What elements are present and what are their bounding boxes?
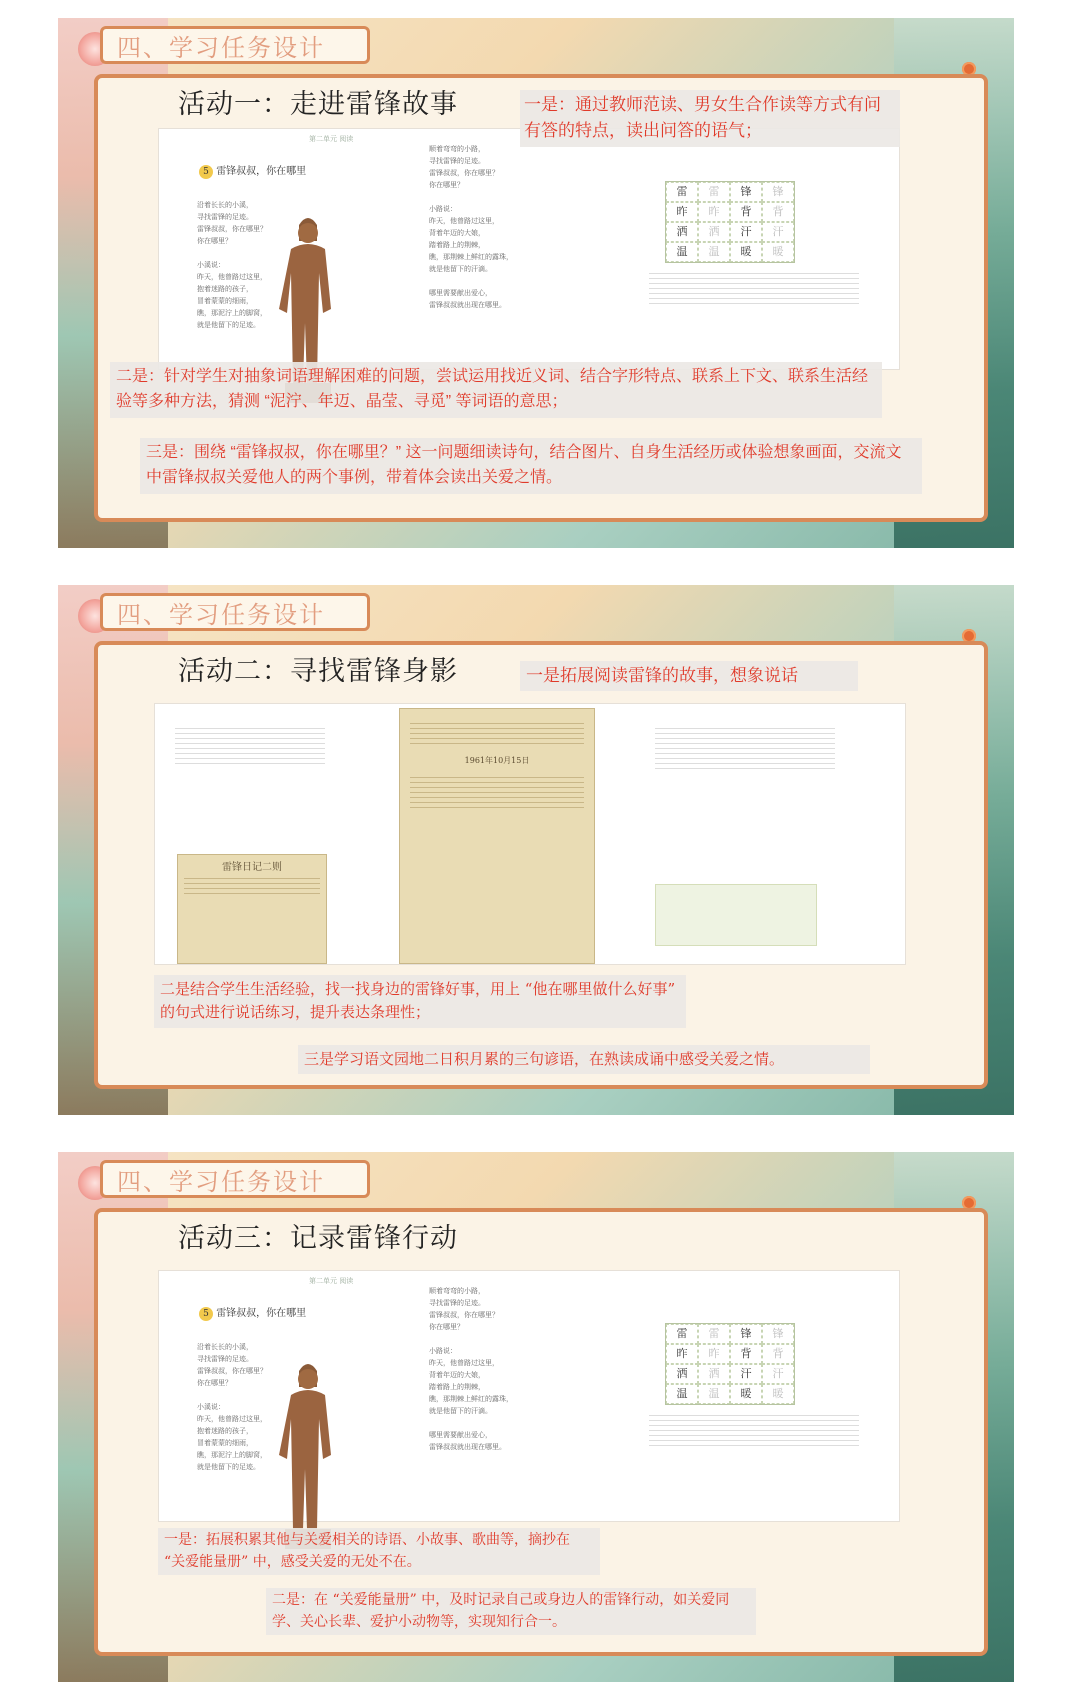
note-3: 三是学习语文园地二日积月累的三句谚语，在熟读成诵中感受关爱之情。 bbox=[298, 1045, 870, 1074]
poem-left: 沿着长长的小溪， 寻找雷锋的足迹。 雷锋叔叔，你在哪里？ 你在哪里？ 小溪说： 昨天，他曾路过这里， 抱着迷路的孩子， 冒着蒙蒙的细雨， 瞧，那泥泞上的脚窝， 就是他留下的足迹。 bbox=[197, 1343, 267, 1471]
lesson-number: 5 bbox=[199, 165, 213, 179]
textbook-spread bbox=[158, 1270, 900, 1522]
activity-title: 活动二：寻找雷锋身影 bbox=[178, 656, 458, 686]
activity-table-lines bbox=[175, 724, 325, 768]
diary-title: 雷锋日记二则 bbox=[222, 862, 282, 873]
note-2: 二是：在 “关爱能量册” 中，及时记录自己或身边人的雷锋行动，如关爱同学、关心长辈、爱护小动物等，实现知行合一。 bbox=[266, 1588, 756, 1635]
lesson-title bbox=[199, 165, 306, 179]
poem-right: 顺着弯弯的小路， 寻找雷锋的足迹。 雷锋叔叔，你在哪里？ 你在哪里？ 小路说： 昨天，他曾路过这里， 背着年迈的大娘， 踏着路上的荆棘， 瞧，那荆棘上鲜红的露珠， 就是他留下的汗滴。 哪里需要献出爱心， 雷锋叔叔就出现在哪里。 bbox=[429, 145, 513, 309]
exercise-lines bbox=[655, 724, 835, 773]
note-2: 二是：针对学生对抽象词语理解困难的问题，尝试运用找近义词、结合字形特点、联系上下文、联系生活经验等多种方法，猜测 “泥泞、年迈、晶莹、寻觅” 等词语的意思； bbox=[110, 362, 882, 418]
lesson-title-text: 雷锋叔叔，你在哪里 bbox=[216, 166, 307, 177]
poem-right: 顺着弯弯的小路， 寻找雷锋的足迹。 雷锋叔叔，你在哪里？ 你在哪里？ 小路说： 昨天，他曾路过这里， 背着年迈的大娘， 踏着路上的荆棘， 瞧，那荆棘上鲜红的露珠， 就是他留下的汗滴。 哪里需要献出爱心， 雷锋叔叔就出现在哪里。 bbox=[429, 1287, 513, 1451]
diary-date: 1961年10月15日 bbox=[464, 756, 530, 765]
activity-title: 活动三：记录雷锋行动 bbox=[178, 1223, 458, 1253]
textbook-spread bbox=[158, 128, 900, 370]
section-label: 四、学习任务设计 bbox=[100, 26, 370, 64]
section-label: 四、学习任务设计 bbox=[100, 1160, 370, 1198]
slide-3 bbox=[58, 1152, 1014, 1682]
note-2: 二是结合学生生活经验，找一找身边的雷锋好事，用上 “他在哪里做什么好事” 的句式进行说话练习，提升表达条理性； bbox=[154, 975, 686, 1028]
poem-left: 沿着长长的小溪， 寻找雷锋的足迹。 雷锋叔叔，你在哪里？ 你在哪里？ 小溪说： 昨天，他曾路过这里， 抱着迷路的孩子， 冒着蒙蒙的细雨， 瞧，那泥泞上的脚窝， 就是他留下的足迹。 bbox=[197, 201, 267, 329]
textbook-unit-tag: 第二单元 阅读 bbox=[309, 135, 354, 143]
slide-1 bbox=[58, 18, 1014, 548]
proverb-box bbox=[655, 884, 817, 946]
textbook-spread bbox=[154, 703, 906, 965]
lesson-title-text: 雷锋叔叔，你在哪里 bbox=[216, 1308, 307, 1319]
lesson-number: 5 bbox=[199, 1307, 213, 1321]
note-1: 一是拓展阅读雷锋的故事，想象说话 bbox=[520, 661, 858, 691]
slide-2 bbox=[58, 585, 1014, 1115]
activity-title: 活动一：走进雷锋故事 bbox=[178, 89, 458, 119]
note-3: 三是：围绕 “雷锋叔叔，你在哪里？” 这一问题细读诗句，结合图片、自身生活经历或体验想象画面，交流文中雷锋叔叔关爱他人的两个事例，带着体会读出关爱之情。 bbox=[140, 438, 922, 494]
character-practice-grid: 雷 雷 锋 锋 昨 昨 背 背 洒 洒 汗 汗 温 温 暖 暖 bbox=[665, 181, 795, 263]
diary-card-small bbox=[177, 854, 327, 964]
note-1: 一是：拓展积累其他与关爱相关的诗语、小故事、歌曲等，摘抄在 “关爱能量册” 中，感受关爱的无处不在。 bbox=[158, 1528, 600, 1575]
section-label: 四、学习任务设计 bbox=[100, 593, 370, 631]
textbook-unit-tag: 第二单元 阅读 bbox=[309, 1277, 354, 1285]
note-1: 一是：通过教师范读、男女生合作读等方式有问有答的特点，读出问答的语气； bbox=[520, 90, 900, 147]
exercise-lines bbox=[649, 1411, 859, 1450]
exercise-lines bbox=[649, 269, 859, 308]
lesson-title bbox=[199, 1307, 306, 1321]
character-practice-grid: 雷 雷 锋 锋 昨 昨 背 背 洒 洒 汗 汗 温 温 暖 暖 bbox=[665, 1323, 795, 1405]
diary-card-large bbox=[399, 708, 595, 964]
lei-feng-statue-image bbox=[277, 1351, 339, 1551]
